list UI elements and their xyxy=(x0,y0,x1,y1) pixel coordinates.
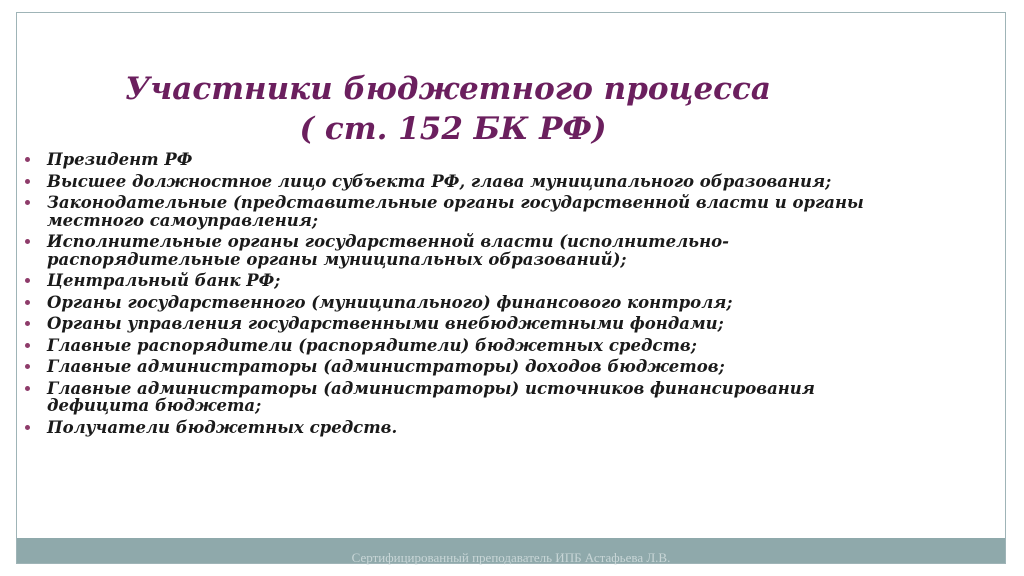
list-item xyxy=(25,419,885,437)
list-item xyxy=(25,337,885,355)
title-line-1: Участники бюджетного процесса xyxy=(124,71,772,107)
bullet-dot-icon xyxy=(25,300,30,305)
bullet-dot-icon xyxy=(25,278,30,283)
footer-text: Сертифицированный преподаватель ИПБ Астафьева Л.В. xyxy=(351,550,671,565)
list-item xyxy=(25,294,885,312)
list-item-text: Органы государственного (муниципального) финансового контроля; xyxy=(47,292,733,312)
bullet-dot-icon xyxy=(25,157,30,162)
list-item-text: Органы управления государственными внебюджетными фондами; xyxy=(47,314,724,333)
participants-list xyxy=(25,151,885,440)
list-item-text: Исполнительные органы государственной власти (исполнительно-распорядительные органы муниципальных образований); xyxy=(47,232,729,269)
list-item xyxy=(25,380,885,415)
list-item-text: Главные администраторы (администраторы) доходов бюджетов; xyxy=(47,357,725,376)
bullet-dot-icon xyxy=(25,200,30,205)
bullet-dot-icon xyxy=(25,364,30,369)
bullet-dot-icon xyxy=(25,386,30,391)
bullet-dot-icon xyxy=(25,425,30,430)
bullet-dot-icon xyxy=(25,239,30,244)
list-item-text: Законодательные (представительные органы государственной власти и органы местного самоуправления; xyxy=(47,193,864,230)
footer-bar xyxy=(17,538,1005,563)
list-item-text: Получатели бюджетных средств. xyxy=(47,417,398,437)
list-item xyxy=(25,151,885,169)
bullet-dot-icon xyxy=(25,343,30,348)
list-item xyxy=(25,358,885,376)
slide-title xyxy=(17,69,879,149)
slide-frame xyxy=(16,12,1006,564)
list-item-text: Центральный банк РФ; xyxy=(47,271,281,290)
list-item xyxy=(25,194,885,229)
list-item-text: Главные распорядители (распорядители) бюджетных средств; xyxy=(47,335,697,355)
list-item xyxy=(25,272,885,290)
list-item xyxy=(25,315,885,333)
title-line-2: ( ст. 152 БК РФ) xyxy=(299,111,607,147)
list-item xyxy=(25,233,885,268)
list-item-text: Высшее должностное лицо субъекта РФ, глава муниципального образования; xyxy=(47,171,832,191)
list-item-text: Президент РФ xyxy=(47,150,193,169)
bullet-dot-icon xyxy=(25,179,30,184)
list-item-text: Главные администраторы (администраторы) источников финансирования дефицита бюджета; xyxy=(47,378,815,415)
list-item xyxy=(25,173,885,191)
bullet-dot-icon xyxy=(25,321,30,326)
